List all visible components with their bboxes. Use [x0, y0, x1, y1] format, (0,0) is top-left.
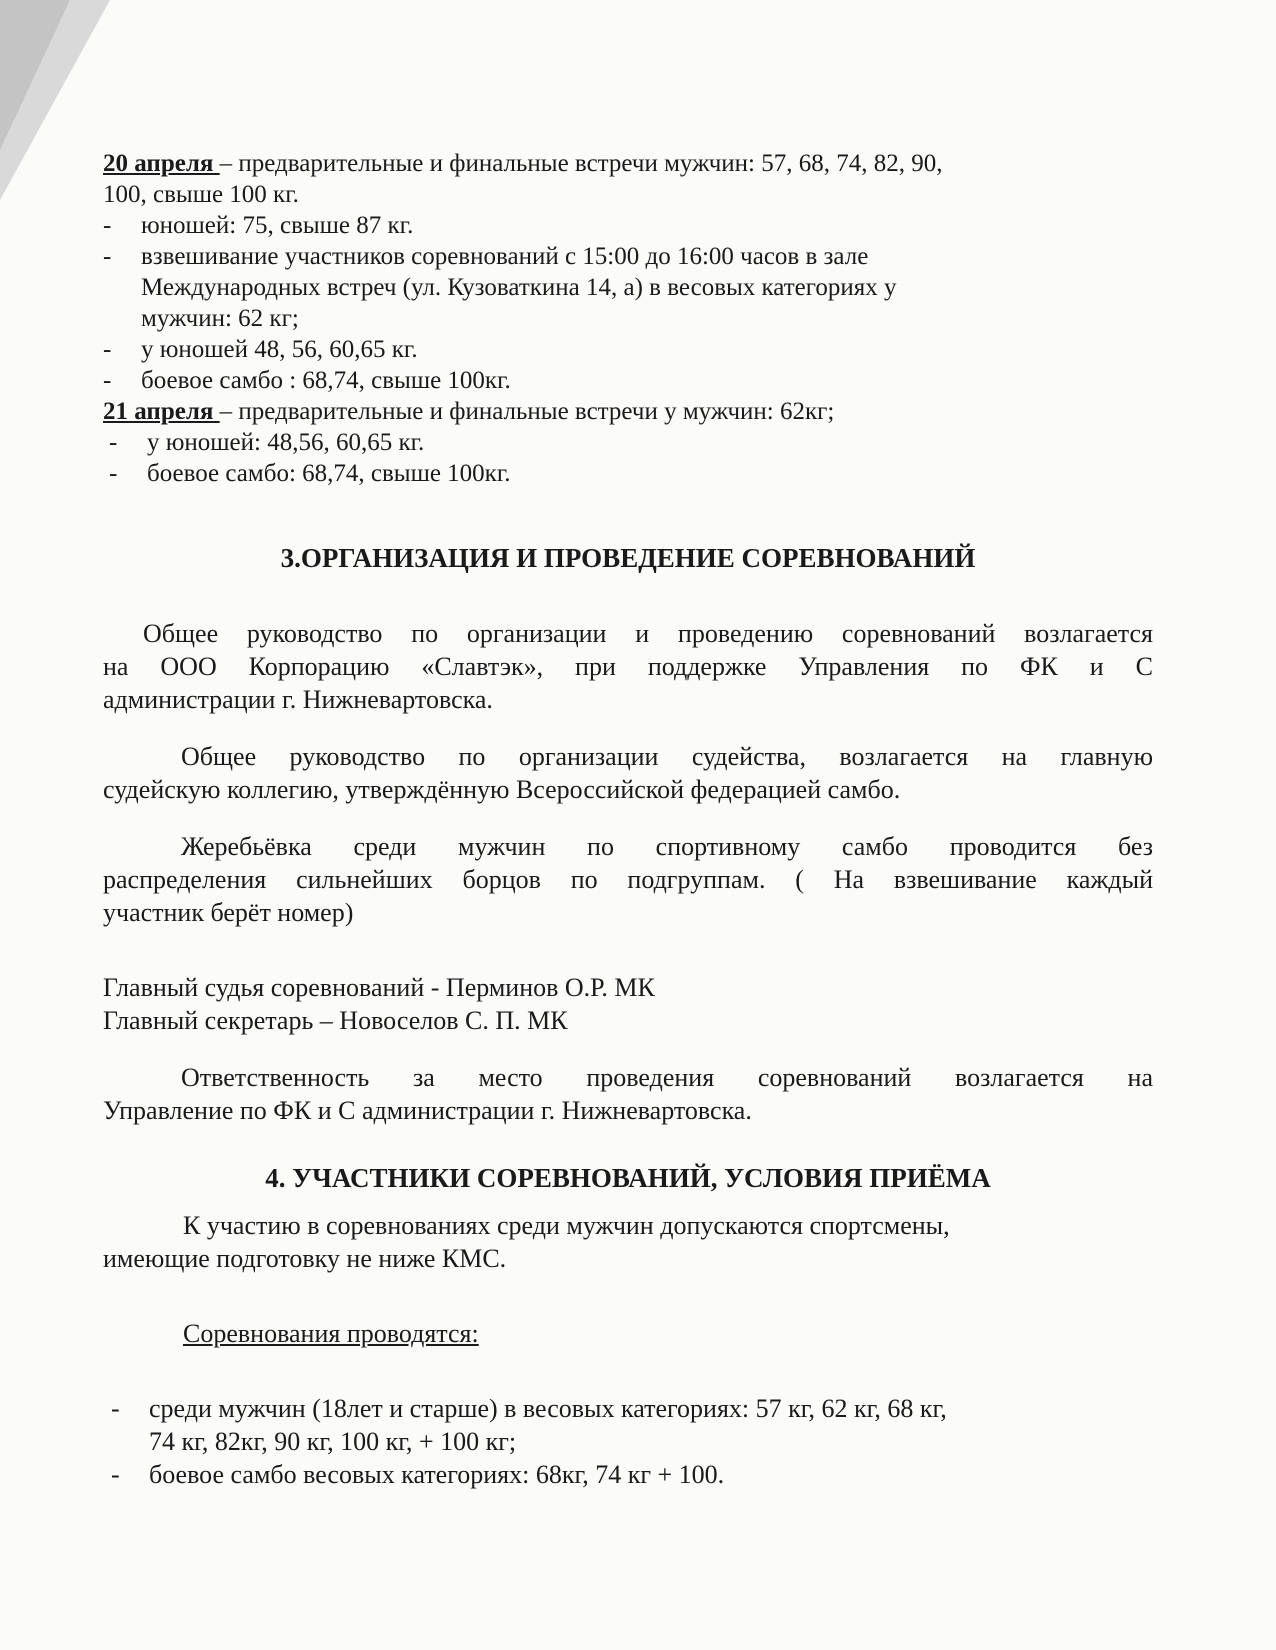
day21-line — [103, 396, 1153, 427]
section4-item-combat-sambo: - боевое самбо весовых категориях: 68кг, 74 кг + 100. — [111, 1460, 725, 1489]
day21-item-combat-sambo: - боевое самбо: 68,74, свыше 100кг. — [109, 460, 511, 487]
day20-label: 20 апреля — [103, 150, 220, 177]
section3-paragraph3: Жеребьёвка среди мужчин по спортивному самбо проводится без распределения сильнейших борцов по подгруппам. ( На взвешивание каждый участник берёт номер) — [103, 832, 1153, 927]
day20-item-weighing: - взвешивание участников соревнований с 15:00 до 16:00 часов в зале Международных встреч (ул. Кузоваткина 14, а) в весовых категориях у мужчин: 62 кг; — [103, 243, 897, 332]
section4-item-men: - среди мужчин (18лет и старше) в весовых категориях: 57 кг, 62 кг, 68 кг, 74 кг, 82кг, 90 кг, 100 кг, + 100 кг; — [111, 1394, 947, 1456]
section3-paragraph4: Ответственность за место проведения соревнований возлагается на Управление по ФК и С администрации г. Нижневартовска. — [103, 1063, 1153, 1125]
folded-corner — [0, 0, 70, 150]
chief-judge: Главный судья соревнований - Перминов О.Р. МК — [103, 973, 655, 1002]
day20-line2: 100, свыше 100 кг. — [103, 181, 299, 208]
day21-label: 21 апреля — [103, 398, 220, 425]
section4-paragraph1: К участию в соревнованиях среди мужчин допускаются спортсмены, имеющие подготовку не ниже КМС. — [103, 1211, 950, 1273]
section3-paragraph2: Общее руководство по организации судейства, возлагается на главную судейскую коллегию, утверждённую Всероссийской федерацией самбо. — [103, 742, 1153, 804]
section4-title: 4. УЧАСТНИКИ СОРЕВНОВАНИЙ, УСЛОВИЯ ПРИЁМА — [265, 1163, 991, 1193]
section4-list — [111, 1392, 1153, 1491]
day20-line1 — [103, 148, 1153, 179]
officials — [103, 971, 1153, 1037]
document-body — [103, 148, 1153, 1491]
day20-item-combat-sambo: - боевое самбо : 68,74, свыше 100кг. — [103, 367, 511, 394]
day20-item-youth: - у юношей 48, 56, 60,65 кг. — [103, 336, 418, 363]
held-label: Соревнования проводятся: — [183, 1319, 479, 1348]
day21-item-youth: - у юношей: 48,56, 60,65 кг. — [109, 429, 425, 456]
day20-item-juniors: - юношей: 75, свыше 87 кг. — [103, 212, 414, 239]
chief-secretary: Главный секретарь – Новоселов С. П. МК — [103, 1006, 568, 1035]
day20-text: – предварительные и финальные встречи мужчин: 57, 68, 74, 82, 90, — [219, 150, 943, 177]
section3-paragraph1: Общее руководство по организации и проведению соревнований возлагается на ООО Корпорацию «Славтэк», при поддержке Управления по ФК и С администрации г. Нижневартовска. — [103, 619, 1153, 714]
day21-text: – предварительные и финальные встречи у мужчин: 62кг; — [219, 398, 835, 425]
section3-title: 3.ОРГАНИЗАЦИЯ И ПРОВЕДЕНИЕ СОРЕВНОВАНИЙ — [280, 543, 976, 573]
